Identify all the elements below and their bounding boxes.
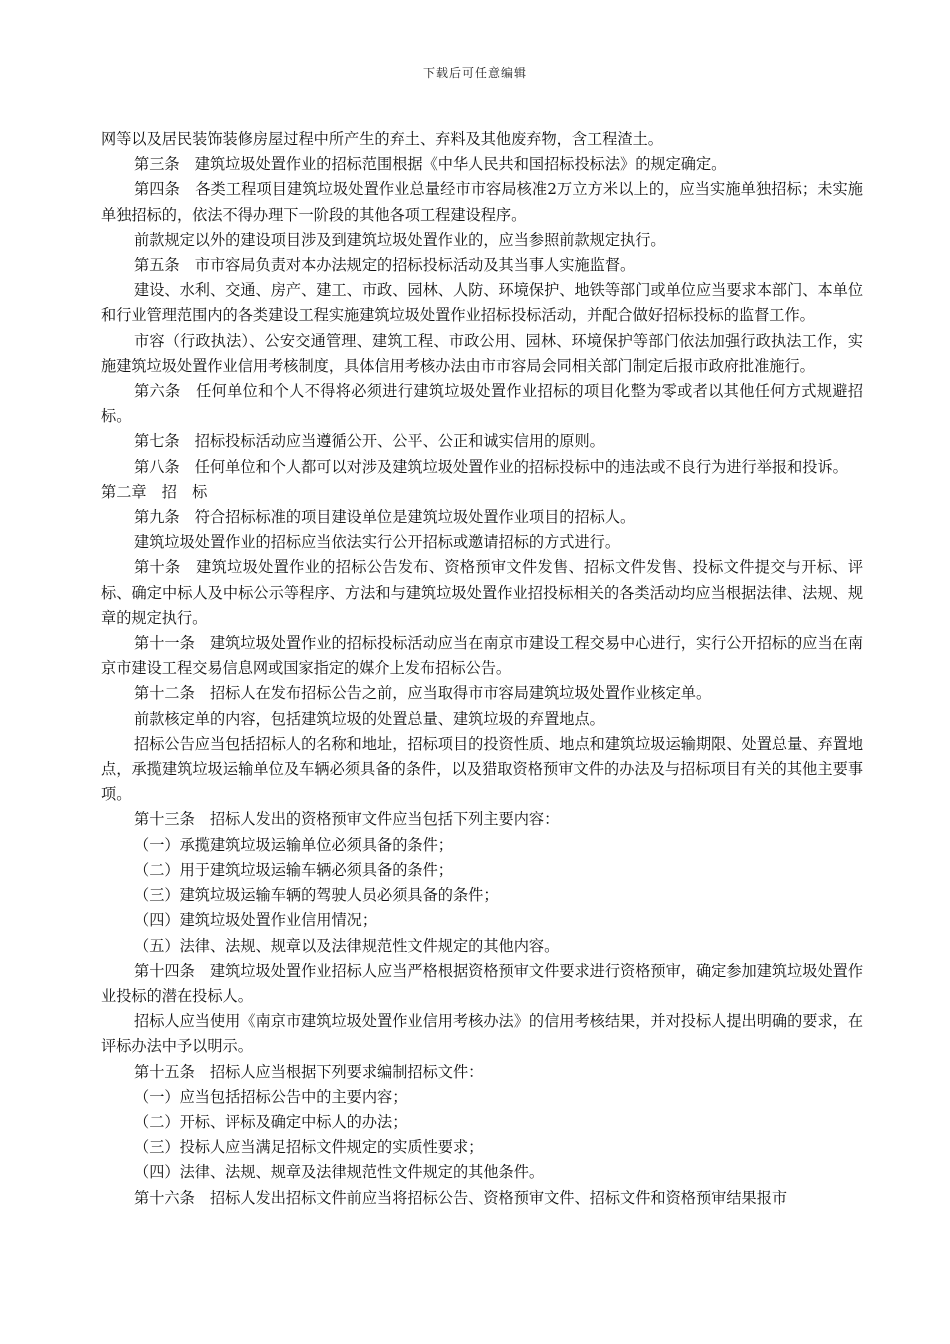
paragraph: 第十五条 招标人应当根据下列要求编制招标文件： [134,1062,484,1081]
paragraph: 前款规定以外的建设项目涉及到建筑垃圾处置作业的，应当参照前款规定执行。 [134,230,666,249]
page-header: 下载后可任意编辑 [422,66,527,80]
paragraph: 第十三条 招标人发出的资格预审文件应当包括下列主要内容： [134,810,560,829]
paragraph: 第十四条 建筑垃圾处置作业招标人应当严格根据资格预审文件要求进行资格预审，确定参加建筑垃圾处置作业投标的潜在投标人。 [101,961,863,1005]
paragraph: 第十二条 招标人在发布招标公告之前，应当取得市市容局建筑垃圾处置作业核定单。 [134,684,712,703]
paragraph: 第十一条 建筑垃圾处置作业的招标投标活动应当在南京市建设工程交易中心进行，实行公开招标的应当在南京市建设工程交易信息网或国家指定的媒介上发布招标公告。 [101,634,863,678]
paragraph: 招标公告应当包括招标人的名称和地址，招标项目的投资性质、地点和建筑垃圾运输期限、处置总量、弃置地点，承揽建筑垃圾运输单位及车辆必须具备的条件，以及猎取资格预审文件的办法及与招标项目有关的其他主要事项。 [101,734,863,804]
paragraph: 第四条 各类工程项目建筑垃圾处置作业总量经市市容局核准2万立方米以上的，应当实施单独招标；未实施单独招标的，依法不得办理下一阶段的其他各项工程建设程序。 [101,180,863,224]
paragraph: 第九条 符合招标标准的项目建设单位是建筑垃圾处置作业项目的招标人。 [134,508,636,527]
paragraph: 网等以及居民装饰装修房屋过程中所产生的弃土、弃料及其他废弃物，含工程渣土。 [101,130,663,148]
paragraph: 第十六条 招标人发出招标文件前应当将招标公告、资格预审文件、招标文件和资格预审结果报市 [134,1188,788,1207]
paragraph: 市容（行政执法）、公安交通管理、建筑工程、市政公用、园林、环境保护等部门依法加强行政执法工作，实施建筑垃圾处置作业信用考核制度，具体信用考核办法由市市容局会同相关部门制定后报市政府批准施行。 [101,331,863,375]
paragraph: 招标人应当使用《南京市建筑垃圾处置作业信用考核办法》的信用考核结果，并对投标人提出明确的要求，在评标办法中予以明示。 [101,1012,863,1056]
paragraph: （三）建筑垃圾运输车辆的驾驶人员必须具备的条件； [134,886,499,905]
paragraph: 第二章 招 标 [101,482,208,501]
paragraph: （一）承揽建筑垃圾运输单位必须具备的条件； [134,835,453,854]
paragraph: （五）法律、法规、规章以及法律规范性文件规定的其他内容。 [134,936,560,955]
paragraph: 第八条 任何单位和个人都可以对涉及建筑垃圾处置作业的招标投标中的违法或不良行为进行举报和投诉。 [134,457,848,476]
paragraph: （二）用于建筑垃圾运输车辆必须具备的条件； [134,860,453,879]
paragraph: （一）应当包括招标公告中的主要内容； [134,1087,408,1106]
document-body [101,127,863,1211]
paragraph: 第三条 建筑垃圾处置作业的招标范围根据《中华人民共和国招标投标法》的规定确定。 [134,155,727,174]
paragraph: 第五条 市市容局负责对本办法规定的招标投标活动及其当事人实施监督。 [134,256,636,275]
paragraph: 建筑垃圾处置作业的招标应当依法实行公开招标或邀请招标的方式进行。 [134,533,620,552]
paragraph: （四）法律、法规、规章及法律规范性文件规定的其他条件。 [134,1163,545,1182]
paragraph: 第七条 招标投标活动应当遵循公开、公平、公正和诚实信用的原则。 [134,432,605,451]
paragraph: 前款核定单的内容，包括建筑垃圾的处置总量、建筑垃圾的弃置地点。 [134,709,605,728]
paragraph: 第十条 建筑垃圾处置作业的招标公告发布、资格预审文件发售、招标文件发售、投标文件提交与开标、评标、确定中标人及中标公示等程序、方法和与建筑垃圾处置作业招投标相关的各类活动均应当根据法律、法规、规章的规定执行。 [101,558,863,627]
paragraph: 第六条 任何单位和个人不得将必须进行建筑垃圾处置作业招标的项目化整为零或者以其他任何方式规避招标。 [101,382,863,426]
paragraph: （三）投标人应当满足招标文件规定的实质性要求； [134,1138,484,1157]
paragraph: （四）建筑垃圾处置作业信用情况； [134,911,377,930]
paragraph: （二）开标、评标及确定中标人的办法； [134,1112,408,1131]
paragraph: 建设、水利、交通、房产、建工、市政、园林、人防、环境保护、地铁等部门或单位应当要求本部门、本单位和行业管理范围内的各类建设工程实施建筑垃圾处置作业招标投标活动，并配合做好招标投标的监督工作。 [101,281,863,325]
